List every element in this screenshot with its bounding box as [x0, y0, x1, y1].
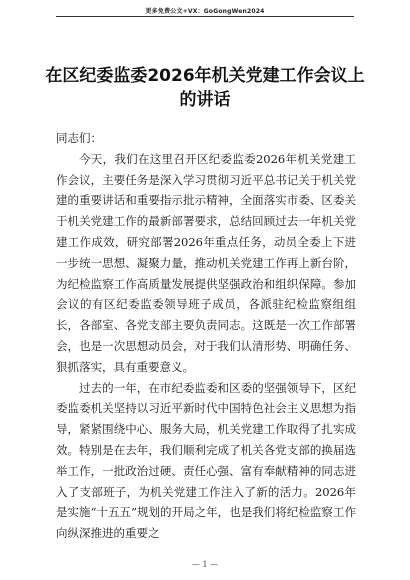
header-note: 更多免费公文+VX：GoGongWen2024	[145, 8, 265, 15]
document-body	[56, 128, 356, 544]
page-number: — 1 —	[191, 560, 219, 569]
document-title: 在区纪委监委2026年机关党建工作会议上的讲话	[45, 66, 365, 110]
salutation: 同志们：	[56, 131, 102, 145]
paragraph-2: 过去的一年，在市纪委监委和区委的坚强领导下，区纪委监委机关坚持以习近平新时代中国特色社会主义思想为指导，紧紧围绕中心、服务大局，机关党建工作取得了扎实成效。特别是在去年，我们顺利完成了机关各党支部的换届选举工作，一批政治过硬、责任心强、富有奉献精神的同志进入了支部班子，为机关党建工作注入了新的活力。2026年是实施“十五五”规划的开局之年，也是我们将纪检监察工作向纵深推进的重要之	[56, 380, 356, 541]
paragraph-1: 今天，我们在这里召开区纪委监委2026年机关党建工作会议，主要任务是深入学习贯彻习近平总书记关于机关党建的重要讲话和重要指示批示精神，全面落实市委、区委关于机关党建工作的最新部署要求，总结回顾过去一年机关党建工作成效，研究部署2026年重点任务，动员全委上下进一步统一思想、凝聚力量，推动机关党建工作再上新台阶，为纪检监察工作高质量发展提供坚强政治和组织保障。参加会议的有区纪委监委领导班子成员，各派驻纪检监察组组长，各部室、各党支部主要负责同志。这既是一次工作部署会，也是一次思想动员会，对于我们认清形势、明确任务、狠抓落实，具有重要意义。	[56, 151, 356, 374]
header-divider	[56, 16, 354, 17]
